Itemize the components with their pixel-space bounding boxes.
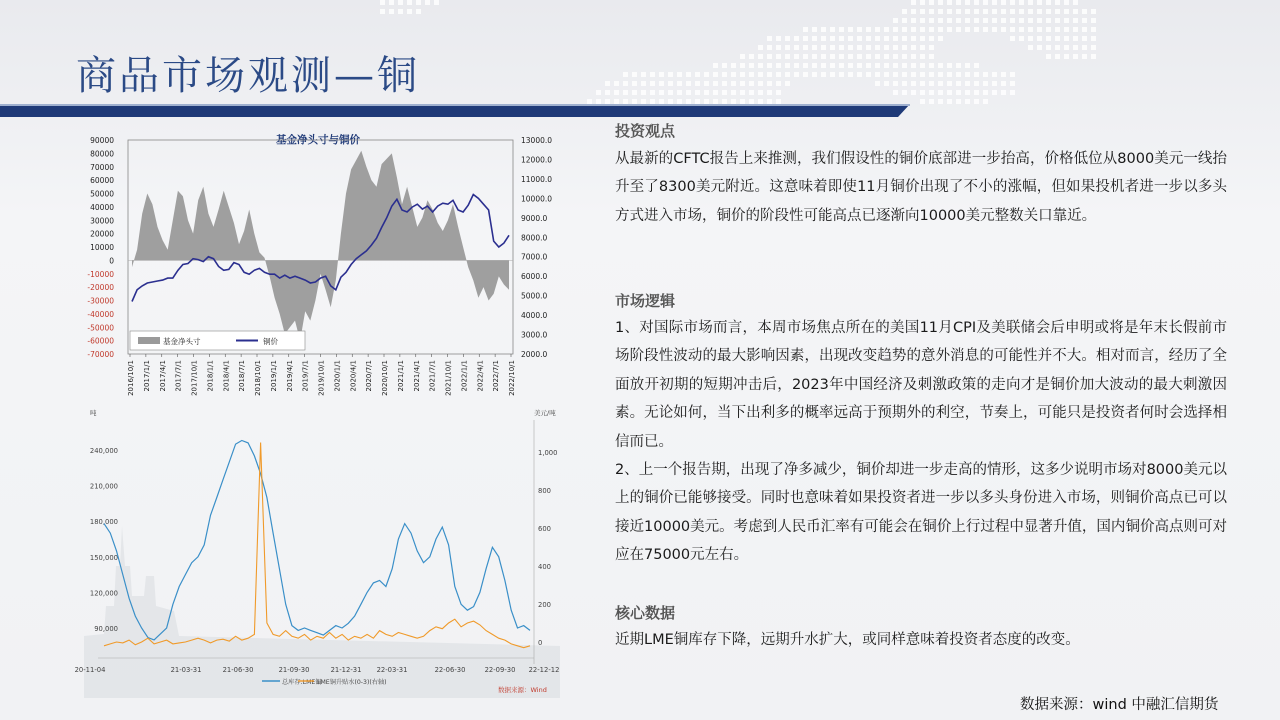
chart1-left-tick: -10000 — [87, 269, 114, 279]
section-heading-core-data: 核心数据 — [615, 604, 676, 622]
chart2-x-tick: 22-06-30 — [434, 666, 466, 674]
chart2-left-tick: 240,000 — [89, 447, 118, 455]
chart1-left-tick: 90000 — [90, 136, 114, 145]
lme-inventory-vs-spread-chart — [74, 406, 560, 698]
core-data-paragraph: 近期LME铜库存下降，远期升水扩大，或同样意味着投资者态度的改变。 — [615, 632, 1080, 648]
chart2-x-tick: 21-03-31 — [170, 666, 202, 674]
chart1-x-tick: 2022/1/1 — [460, 360, 469, 392]
chart2-x-tick: 21-09-30 — [278, 666, 310, 674]
chart2-right-tick: 600 — [538, 525, 551, 533]
chart1-left-tick: 10000 — [90, 243, 114, 252]
chart1-x-tick: 2020/10/1 — [381, 360, 389, 396]
chart2-right-tick: 200 — [538, 601, 551, 609]
chart1-right-tick: 5000.0 — [521, 291, 548, 301]
chart1-left-tick: 20000 — [90, 229, 114, 239]
section-heading-market-logic: 市场逻辑 — [615, 292, 676, 310]
chart1-left-tick: -70000 — [87, 350, 114, 359]
chart1-right-tick: 12000.0 — [521, 155, 553, 165]
chart2-right-tick: 1,000 — [538, 449, 558, 457]
page-title: 商品市场观测—铜 — [76, 53, 420, 99]
chart1-x-tick: 2019/10/1 — [317, 360, 326, 396]
chart1-x-tick: 2020/1/1 — [333, 360, 342, 392]
chart1-x-tick: 2020/4/1 — [349, 360, 358, 392]
chart1-x-tick: 2019/4/1 — [285, 360, 294, 392]
chart1-x-tick: 2021/4/1 — [412, 360, 421, 392]
chart1-left-tick: -40000 — [87, 309, 114, 319]
chart1-legend-copper: 铜价 — [263, 337, 278, 346]
chart1-x-tick: 2022/10/1 — [508, 360, 516, 396]
chart2-left-tick: 180,000 — [89, 518, 118, 527]
chart1-right-tick: 4000.0 — [521, 311, 548, 321]
chart1-fund-position-area — [132, 151, 509, 341]
chart1-right-tick: 11000.0 — [521, 174, 553, 184]
chart1-x-tick: 2019/7/1 — [301, 360, 310, 392]
investment-view-paragraph: 从最新的CFTC报告上来推测，我们假设性的铜价底部进一步抬高，价格低位从8000美元一线抬升至了8300美元附近。这意味着即使11月铜价出现了不小的涨幅，但如果投机者进一步以多头方式进入市场，铜价的阶段性可能高点已逐渐向10000美元整数关口靠近。 — [615, 151, 1227, 224]
chart1-left-tick: -60000 — [87, 336, 114, 346]
chart1-left-tick: 50000 — [90, 189, 114, 199]
title-underline-bar — [0, 104, 910, 117]
chart2-x-tick: 22-03-31 — [376, 666, 408, 674]
chart1-x-tick: 2016/10/1 — [127, 360, 135, 396]
chart1-x-tick: 2018/1/1 — [206, 360, 215, 392]
chart1-left-tick: 70000 — [90, 162, 114, 172]
chart1-left-tick: -30000 — [87, 296, 114, 306]
chart2-right-tick: 0 — [538, 639, 543, 647]
chart1-x-tick: 2021/10/1 — [444, 360, 453, 396]
chart2-right-tick: 800 — [538, 487, 551, 495]
chart2-x-tick: 20-11-04 — [74, 666, 106, 674]
chart2-legend-inventory: 总库存:LME铜 — [282, 679, 322, 686]
chart1-left-tick: 80000 — [90, 149, 114, 159]
chart2-left-tick: 90,000 — [94, 625, 118, 633]
chart1-right-tick: 9000.0 — [521, 213, 548, 223]
chart1-legend-fund: 基金净头寸 — [163, 337, 201, 346]
chart1-x-tick: 2018/7/1 — [238, 360, 247, 392]
chart1-x-tick: 2019/1/1 — [269, 360, 278, 392]
chart1-x-tick: 2020/7/1 — [365, 360, 374, 392]
data-source-note: 数据来源：wind 中融汇信期货 — [1020, 697, 1219, 713]
chart1-left-tick: 60000 — [90, 176, 114, 186]
market-logic-paragraph-2: 2、上一个报告期，出现了净多减少，铜价却进一步走高的情形，这多少说明市场对8000美元以上的铜价已能够接受。同时也意味着如果投资者进一步以多头身份进入市场，则铜价高点已可以接近10000美元。考虑到人民币汇率有可能会在铜价上行过程中显著升值，国内铜价高点则可对应在75000元左右。 — [615, 462, 1227, 564]
chart1-x-tick: 2017/7/1 — [174, 360, 183, 392]
chart2-right-tick: 400 — [538, 563, 551, 571]
market-logic-paragraph-1: 1、对国际市场而言，本周市场焦点所在的美国11月CPI及美联储会后申明或将是年末长假前市场阶段性波动的最大影响因素，出现改变趋势的意外消息的可能性并不大。相对而言，经历了全面放开初期的短期冲击后，2023年中国经济及刺激政策的走向才是铜价加大波动的最大刺激因素。无论如何，当下出利多的概率远高于预期外的利空，节奏上，可能只是投资者何时会选择相信而已。 — [615, 320, 1227, 450]
chart2-left-unit: 吨 — [90, 409, 97, 417]
chart2-left-tick: 210,000 — [89, 482, 118, 491]
chart1-left-tick: 40000 — [90, 202, 114, 212]
chart2-x-tick: 21-06-30 — [222, 666, 254, 674]
chart2-right-unit: 美元/吨 — [534, 409, 556, 417]
chart2-left-tick: 150,000 — [89, 553, 118, 562]
chart1-x-tick: 2017/4/1 — [158, 360, 167, 392]
chart1-left-tick: 30000 — [90, 216, 114, 226]
chart1-right-tick: 13000.0 — [521, 136, 553, 145]
chart1-x-tick: 2021/1/1 — [396, 360, 405, 392]
chart1-right-tick: 6000.0 — [521, 272, 548, 282]
chart1-right-tick: 10000.0 — [521, 194, 553, 204]
chart1-left-tick: -20000 — [87, 283, 114, 293]
chart2-x-tick: 22-09-30 — [484, 666, 516, 674]
chart1-x-tick: 2018/10/1 — [254, 360, 262, 396]
chart1-x-tick: 2018/4/1 — [222, 360, 231, 392]
chart2-x-tick: 22-12-12 — [528, 666, 560, 674]
chart1-left-tick: -50000 — [87, 323, 114, 333]
chart1-x-tick: 2022/4/1 — [476, 360, 485, 392]
chart1-x-tick: 2021/7/1 — [428, 360, 437, 392]
fund-net-position-vs-copper-chart — [87, 126, 553, 406]
chart1-x-tick: 2017/1/1 — [142, 360, 151, 392]
chart1-right-tick: 8000.0 — [521, 233, 548, 243]
section-heading-investment-view: 投资观点 — [615, 122, 676, 140]
chart1-legend-swatch-fund — [138, 337, 160, 344]
chart1-right-tick: 3000.0 — [521, 330, 548, 340]
chart1-x-tick: 2022/7/1 — [492, 360, 501, 392]
chart2-x-tick: 21-12-31 — [330, 666, 362, 674]
chart1-right-tick: 2000.0 — [521, 350, 548, 359]
chart1-right-tick: 7000.0 — [521, 252, 548, 262]
chart2-left-tick: 120,000 — [89, 589, 118, 598]
chart1-left-tick: 0 — [109, 256, 114, 266]
chart1-title: 基金净头寸与铜价 — [276, 134, 360, 146]
chart2-source: 数据来源：Wind — [498, 686, 547, 694]
chart2-legend-spread: LME铜升贴水(0-3)(右轴) — [317, 679, 387, 686]
chart1-x-tick: 2017/10/1 — [190, 360, 199, 396]
